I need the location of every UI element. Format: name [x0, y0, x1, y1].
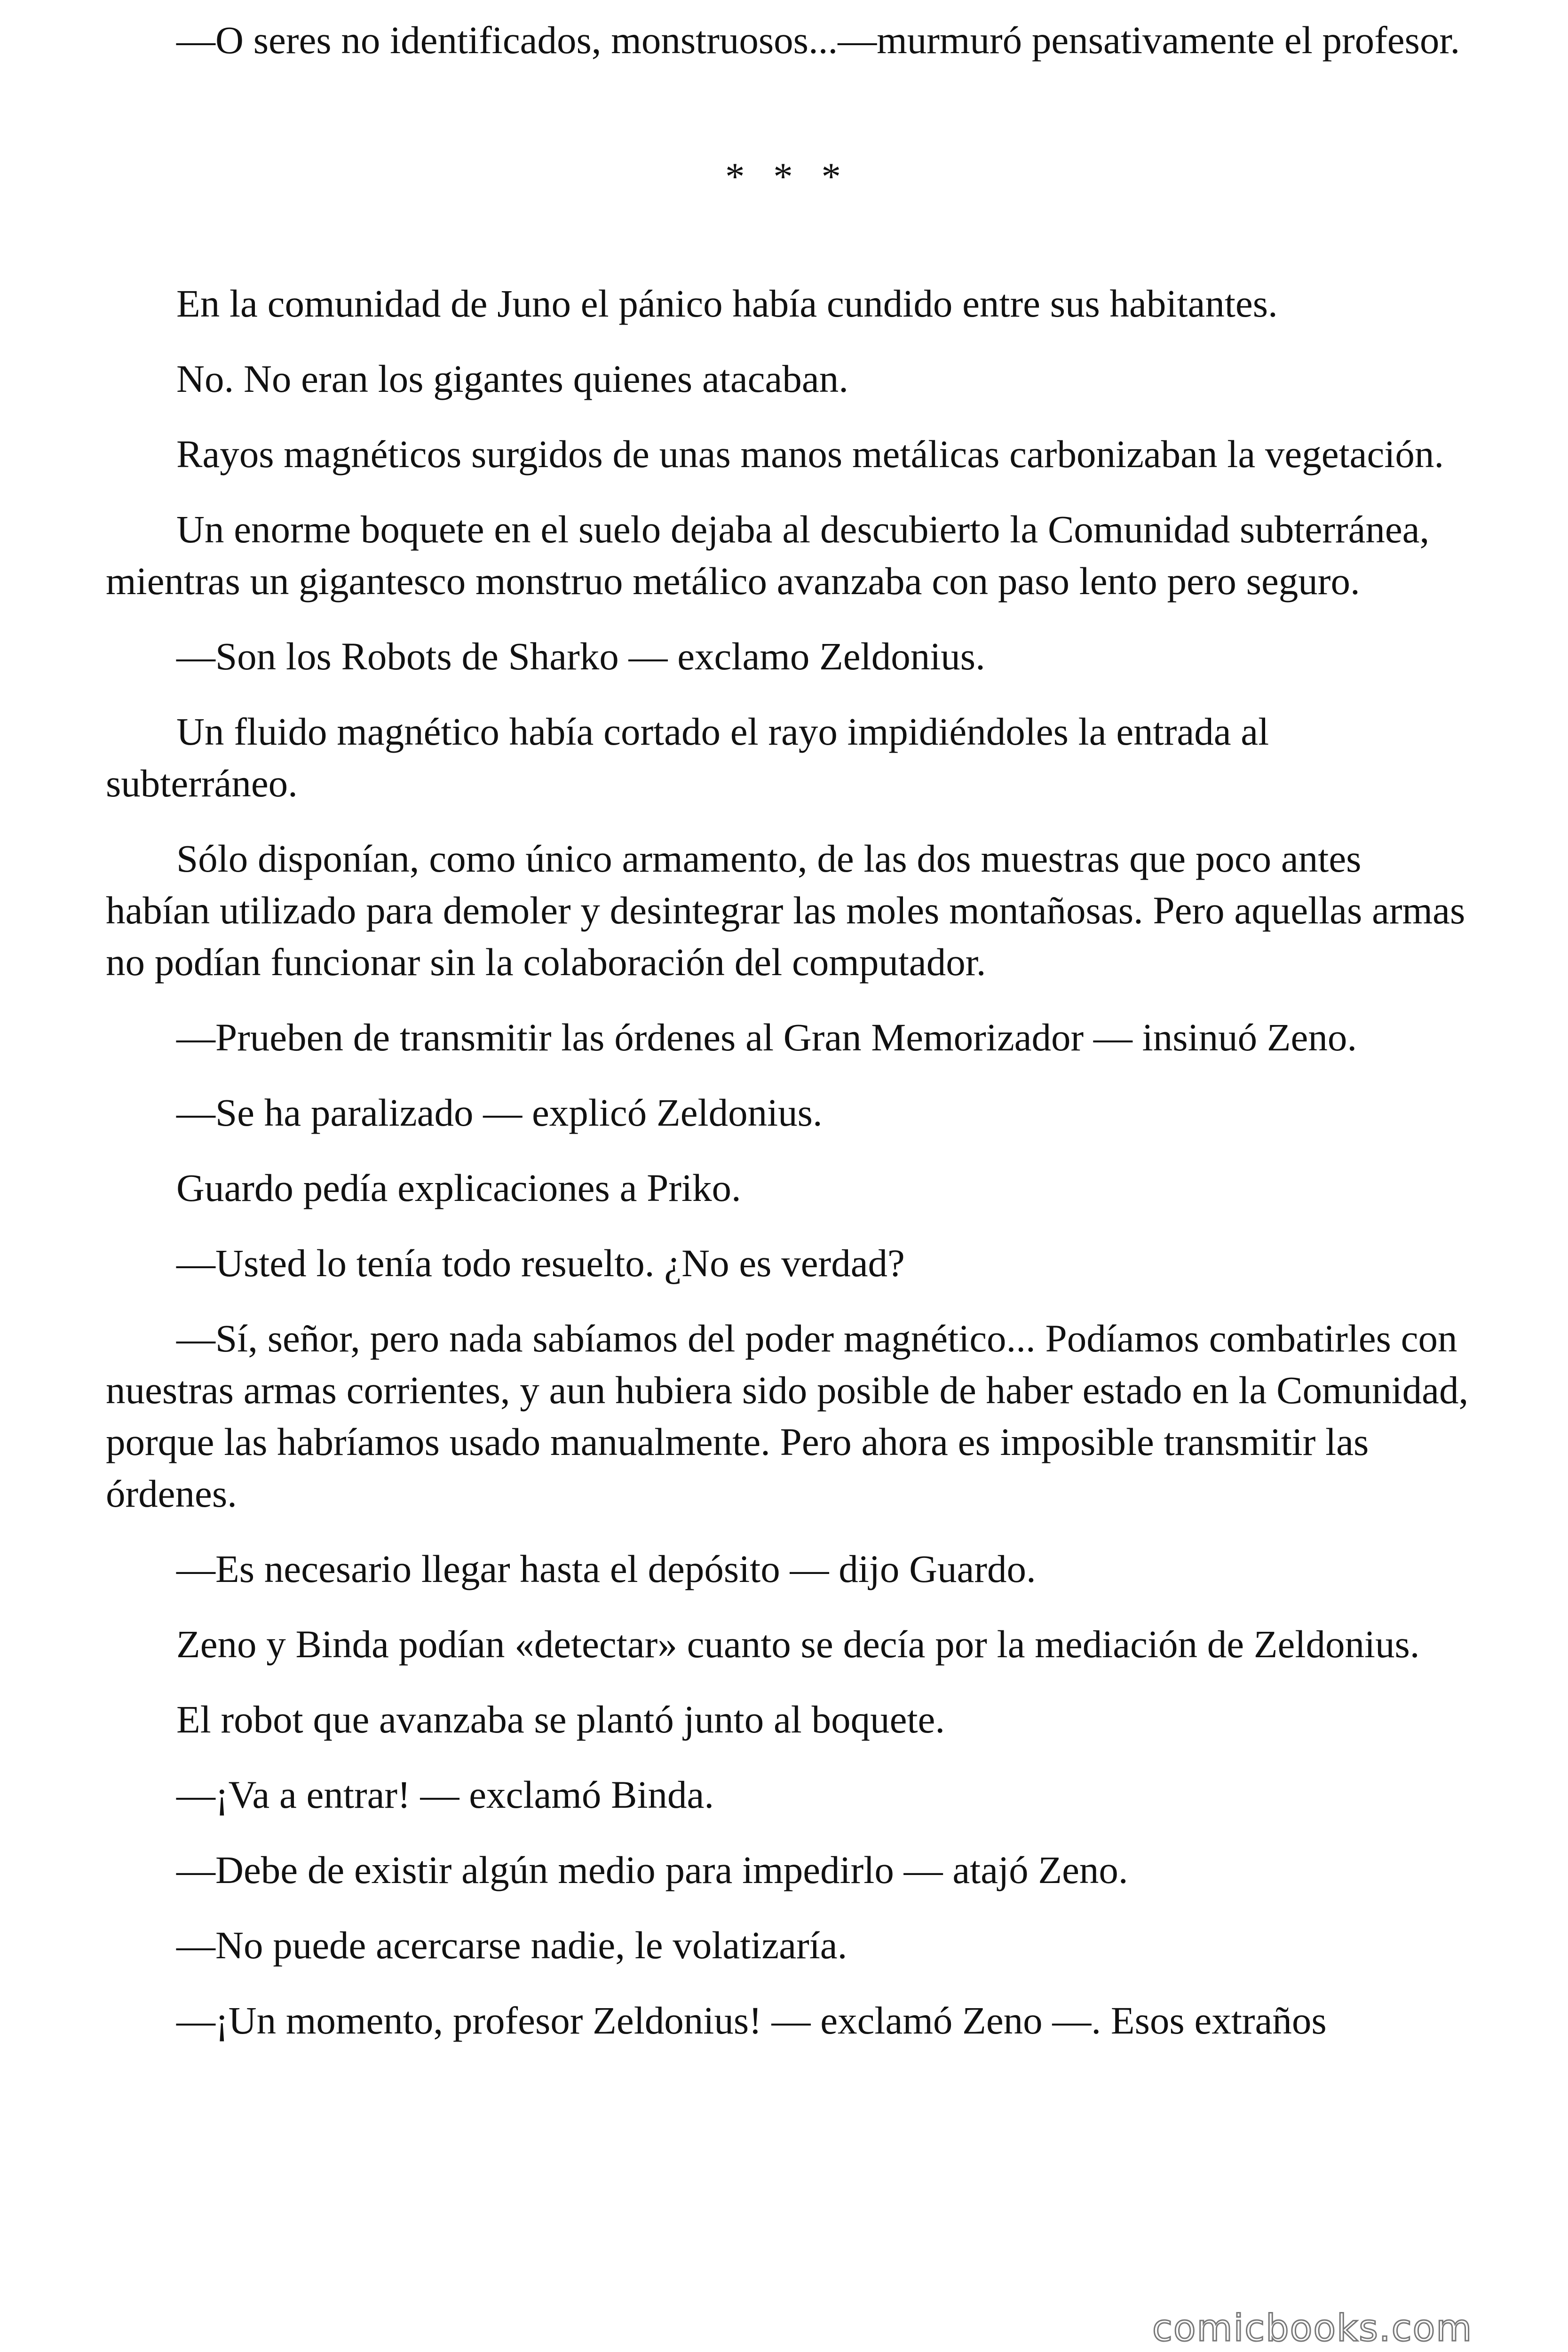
section-separator: * * *: [725, 155, 850, 198]
paragraph: —Sí, señor, pero nada sabíamos del poder magnético... Podíamos combatirles con nuestras armas corrientes, y aun hubiera sido posible de haber estado en la Comunidad, porque las habríamos usado manualmente. Pero ahora es imposible transmitir las órdenes.: [106, 1317, 1469, 1515]
paragraph: —No puede acercarse nadie, le volatizaría.: [176, 1923, 847, 1967]
paragraph: En la comunidad de Juno el pánico había cundido entre sus habitantes.: [176, 282, 1278, 325]
paragraph: —Debe de existir algún medio para impedirlo — atajó Zeno.: [176, 1848, 1128, 1891]
paragraph: Un fluido magnético había cortado el rayo impidiéndoles la entrada al subterráneo.: [106, 710, 1269, 805]
paragraph: —Se ha paralizado — explicó Zeldonius.: [176, 1091, 823, 1134]
paragraph: Un enorme boquete en el suelo dejaba al descubierto la Comunidad subterránea, mientras un gigantesco monstruo metálico avanzaba con paso lento pero seguro.: [106, 508, 1430, 603]
paragraph: No. No eran los gigantes quienes atacaban.: [176, 357, 848, 400]
paragraph: —¡Un momento, profesor Zeldonius! — exclamó Zeno —. Esos extraños: [176, 1999, 1327, 2042]
paragraph: —Prueben de transmitir las órdenes al Gran Memorizador — insinuó Zeno.: [176, 1016, 1357, 1059]
paragraph: El robot que avanzaba se plantó junto al boquete.: [176, 1698, 945, 1741]
paragraph: —Es necesario llegar hasta el depósito — dijo Guardo.: [176, 1547, 1036, 1590]
paragraph: Guardo pedía explicaciones a Priko.: [176, 1166, 741, 1209]
paragraph: —Son los Robots de Sharko — exclamo Zeldonius.: [176, 635, 985, 678]
paragraph: —Usted lo tenía todo resuelto. ¿No es verdad?: [176, 1241, 905, 1285]
body-text: [106, 278, 1470, 2046]
paragraph: Sólo disponían, como único armamento, de las dos muestras que poco antes habían utilizado para demoler y desintegrar las moles montañosas. Pero aquellas armas no podían funcionar sin la colaboración del computador.: [106, 837, 1465, 984]
paragraph: Rayos magnéticos surgidos de unas manos metálicas carbonizaban la vegetación.: [176, 432, 1444, 476]
book-page: [106, 14, 1470, 2070]
site-watermark: comicbooks.com: [1152, 2307, 1473, 2350]
opening-paragraph: —O seres no identificados, monstruosos...—murmuró pensativamente el profesor.: [176, 18, 1460, 62]
paragraph: —¡Va a entrar! — exclamó Binda.: [176, 1773, 714, 1816]
paragraph: Zeno y Binda podían «detectar» cuanto se decía por la mediación de Zeldonius.: [176, 1622, 1420, 1666]
